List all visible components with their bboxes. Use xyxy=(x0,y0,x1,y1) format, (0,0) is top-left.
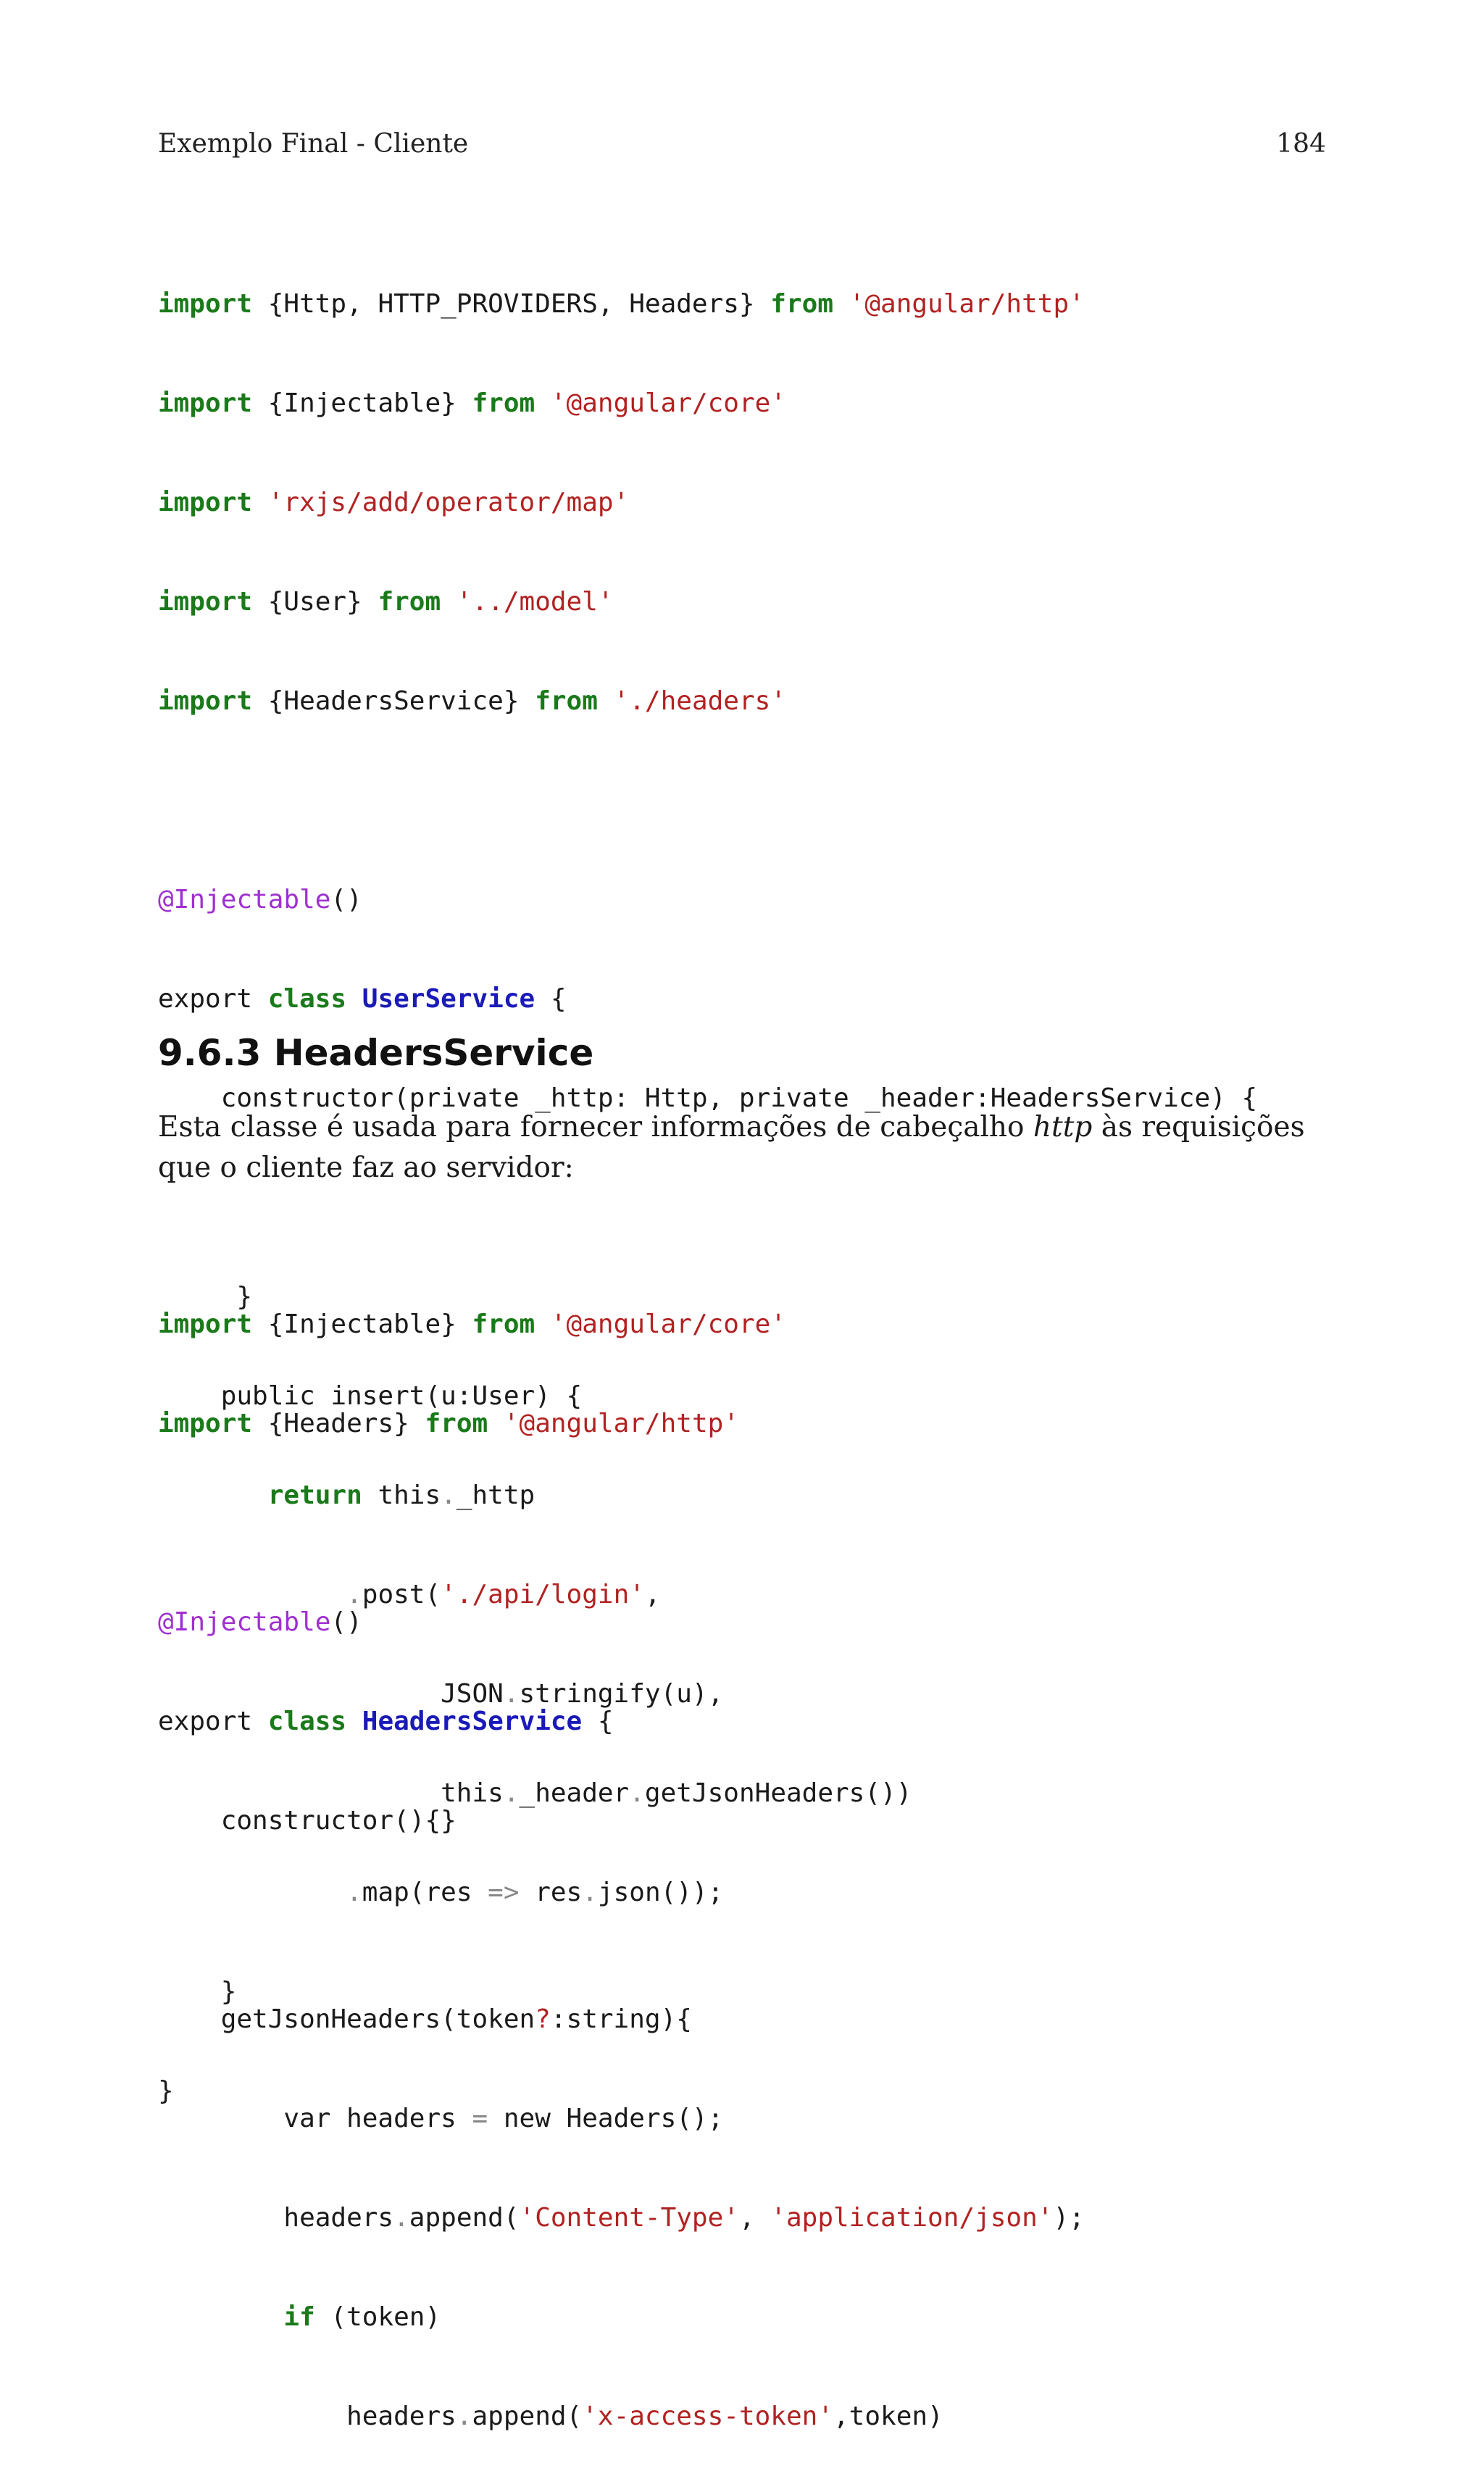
code-operator: . xyxy=(503,1778,520,1808)
code-string: '../model' xyxy=(456,587,614,617)
code-text: {Headers} xyxy=(252,1409,425,1438)
code-operator: => xyxy=(488,1878,520,1907)
code-text xyxy=(346,984,362,1014)
code-text xyxy=(535,1309,551,1339)
code-keyword: import xyxy=(158,1309,253,1339)
code-text: , xyxy=(738,2203,771,2233)
code-line xyxy=(158,284,1257,324)
code-text xyxy=(833,289,849,319)
code-line xyxy=(158,979,1257,1019)
code-line xyxy=(158,2099,1085,2138)
code-text: { xyxy=(582,1707,614,1736)
code-text: _header xyxy=(519,1778,630,1808)
code-operator: = xyxy=(472,2104,488,2133)
code-text: constructor(private _http: Http, private _header:HeadersService) { xyxy=(158,1083,1258,1113)
code-text: (token) xyxy=(314,2302,441,2332)
code-string: './headers' xyxy=(613,686,786,716)
code-line xyxy=(158,383,1257,423)
code-text: json()); xyxy=(597,1878,724,1907)
code-line xyxy=(158,1404,1085,1444)
page-header xyxy=(158,129,1326,165)
section-heading: 9.6.3 HeadersService xyxy=(158,1032,594,1074)
code-operator: . xyxy=(456,2402,472,2431)
code-text: public insert(u:User) { xyxy=(158,1381,583,1411)
code-text: {Injectable} xyxy=(252,1309,472,1339)
code-keyword: class xyxy=(267,1707,347,1736)
code-keyword: from xyxy=(770,289,833,319)
code-text: append( xyxy=(472,2402,583,2431)
paragraph-text: Esta classe é usada para fornecer informações de cabeçalho xyxy=(158,1111,1033,1144)
code-text: , xyxy=(644,1580,661,1609)
code-text: res xyxy=(519,1878,583,1907)
code-string: '@angular/http' xyxy=(849,289,1085,319)
code-line xyxy=(158,1801,1085,1841)
code-operator: ? xyxy=(535,2004,551,2034)
code-line xyxy=(158,1602,1085,1642)
code-text: :string){ xyxy=(550,2004,692,2034)
code-line xyxy=(158,2297,1085,2337)
code-text: {HeadersService} xyxy=(252,686,535,716)
code-text: post( xyxy=(362,1580,441,1609)
code-operator: . xyxy=(582,1878,598,1907)
code-decorator: @Injectable xyxy=(158,1607,331,1637)
code-text: this xyxy=(158,1778,504,1808)
code-keyword: return xyxy=(267,1480,362,1510)
code-keyword: import xyxy=(158,587,253,617)
code-text: } xyxy=(158,1282,253,1312)
code-operator: . xyxy=(346,1878,362,1907)
code-text: () xyxy=(330,885,362,915)
code-string: 'x-access-token' xyxy=(582,2402,833,2431)
code-text: ,token) xyxy=(833,2402,943,2431)
code-string: 'application/json' xyxy=(770,2203,1054,2233)
code-line xyxy=(158,681,1257,721)
code-operator: . xyxy=(629,1778,645,1808)
code-string: 'Content-Type' xyxy=(519,2203,739,2233)
code-keyword: class xyxy=(267,984,347,1014)
code-blank-line xyxy=(158,1900,1085,1940)
code-operator: . xyxy=(393,2203,409,2233)
code-text: export xyxy=(158,984,268,1014)
code-line xyxy=(158,1304,1085,1344)
code-text: {Http, HTTP_PROVIDERS, Headers} xyxy=(252,289,771,319)
code-class-name: UserService xyxy=(362,984,535,1014)
code-text: {User} xyxy=(252,587,378,617)
paragraph-text: às requisições que o cliente faz ao servidor: xyxy=(158,1111,1305,1184)
code-keyword: from xyxy=(535,686,598,716)
code-keyword: from xyxy=(472,1309,535,1339)
code-blank-line xyxy=(158,1503,1085,1543)
code-text: this xyxy=(362,1480,441,1510)
page-number: 184 xyxy=(1276,129,1326,159)
code-text: ); xyxy=(1053,2203,1085,2233)
code-text xyxy=(346,1707,362,1736)
code-line xyxy=(158,483,1257,522)
code-text xyxy=(598,686,614,716)
code-text: stringify(u), xyxy=(519,1679,724,1709)
running-header-chapter: Exemplo Final - Cliente xyxy=(158,129,469,159)
code-keyword: import xyxy=(158,686,253,716)
code-text: _http xyxy=(456,1480,535,1510)
code-text: constructor(){} xyxy=(158,1806,457,1836)
code-line xyxy=(158,2198,1085,2238)
code-operator: . xyxy=(503,1679,520,1709)
section-paragraph xyxy=(158,1107,1326,1188)
code-line xyxy=(158,1701,1085,1741)
code-text xyxy=(441,587,457,617)
code-text xyxy=(158,2302,283,2332)
code-string: 'rxjs/add/operator/map' xyxy=(267,488,630,517)
code-line xyxy=(158,1999,1085,2039)
code-blank-line xyxy=(158,780,1257,820)
code-string: '@angular/core' xyxy=(550,388,786,418)
code-text: var headers xyxy=(158,2104,472,2133)
code-text: getJsonHeaders(token xyxy=(158,2004,535,2034)
code-text xyxy=(252,488,268,517)
code-text: new Headers(); xyxy=(488,2104,724,2133)
code-block-headers-service xyxy=(158,1245,1085,2466)
code-keyword: from xyxy=(425,1409,488,1438)
code-string: './api/login' xyxy=(441,1580,645,1609)
code-text xyxy=(488,1409,504,1438)
paragraph-emphasis: http xyxy=(1033,1111,1093,1144)
code-class-name: HeadersService xyxy=(362,1707,583,1736)
code-decorator: @Injectable xyxy=(158,885,331,915)
code-text: headers xyxy=(158,2402,457,2431)
code-text: map(res xyxy=(362,1878,488,1907)
code-text: export xyxy=(158,1707,268,1736)
code-operator: . xyxy=(441,1480,457,1510)
code-text: headers xyxy=(158,2203,394,2233)
code-text: () xyxy=(330,1607,362,1637)
code-keyword: import xyxy=(158,388,253,418)
code-text: } xyxy=(158,1977,237,2007)
code-text: } xyxy=(158,2076,174,2106)
code-keyword: if xyxy=(283,2302,315,2332)
code-keyword: from xyxy=(472,388,535,418)
code-keyword: import xyxy=(158,1409,253,1438)
code-text: {Injectable} xyxy=(252,388,472,418)
code-operator: . xyxy=(346,1580,362,1609)
code-text: { xyxy=(535,984,567,1014)
code-text: JSON xyxy=(158,1679,504,1709)
code-text: getJsonHeaders()) xyxy=(644,1778,912,1808)
code-keyword: from xyxy=(378,587,441,617)
code-text: append( xyxy=(409,2203,520,2233)
code-keyword: import xyxy=(158,289,253,319)
code-text xyxy=(535,388,551,418)
code-string: '@angular/http' xyxy=(503,1409,739,1438)
code-line xyxy=(158,582,1257,622)
code-string: '@angular/core' xyxy=(550,1309,786,1339)
code-line xyxy=(158,2396,1085,2436)
code-line xyxy=(158,880,1257,920)
code-keyword: import xyxy=(158,488,253,517)
